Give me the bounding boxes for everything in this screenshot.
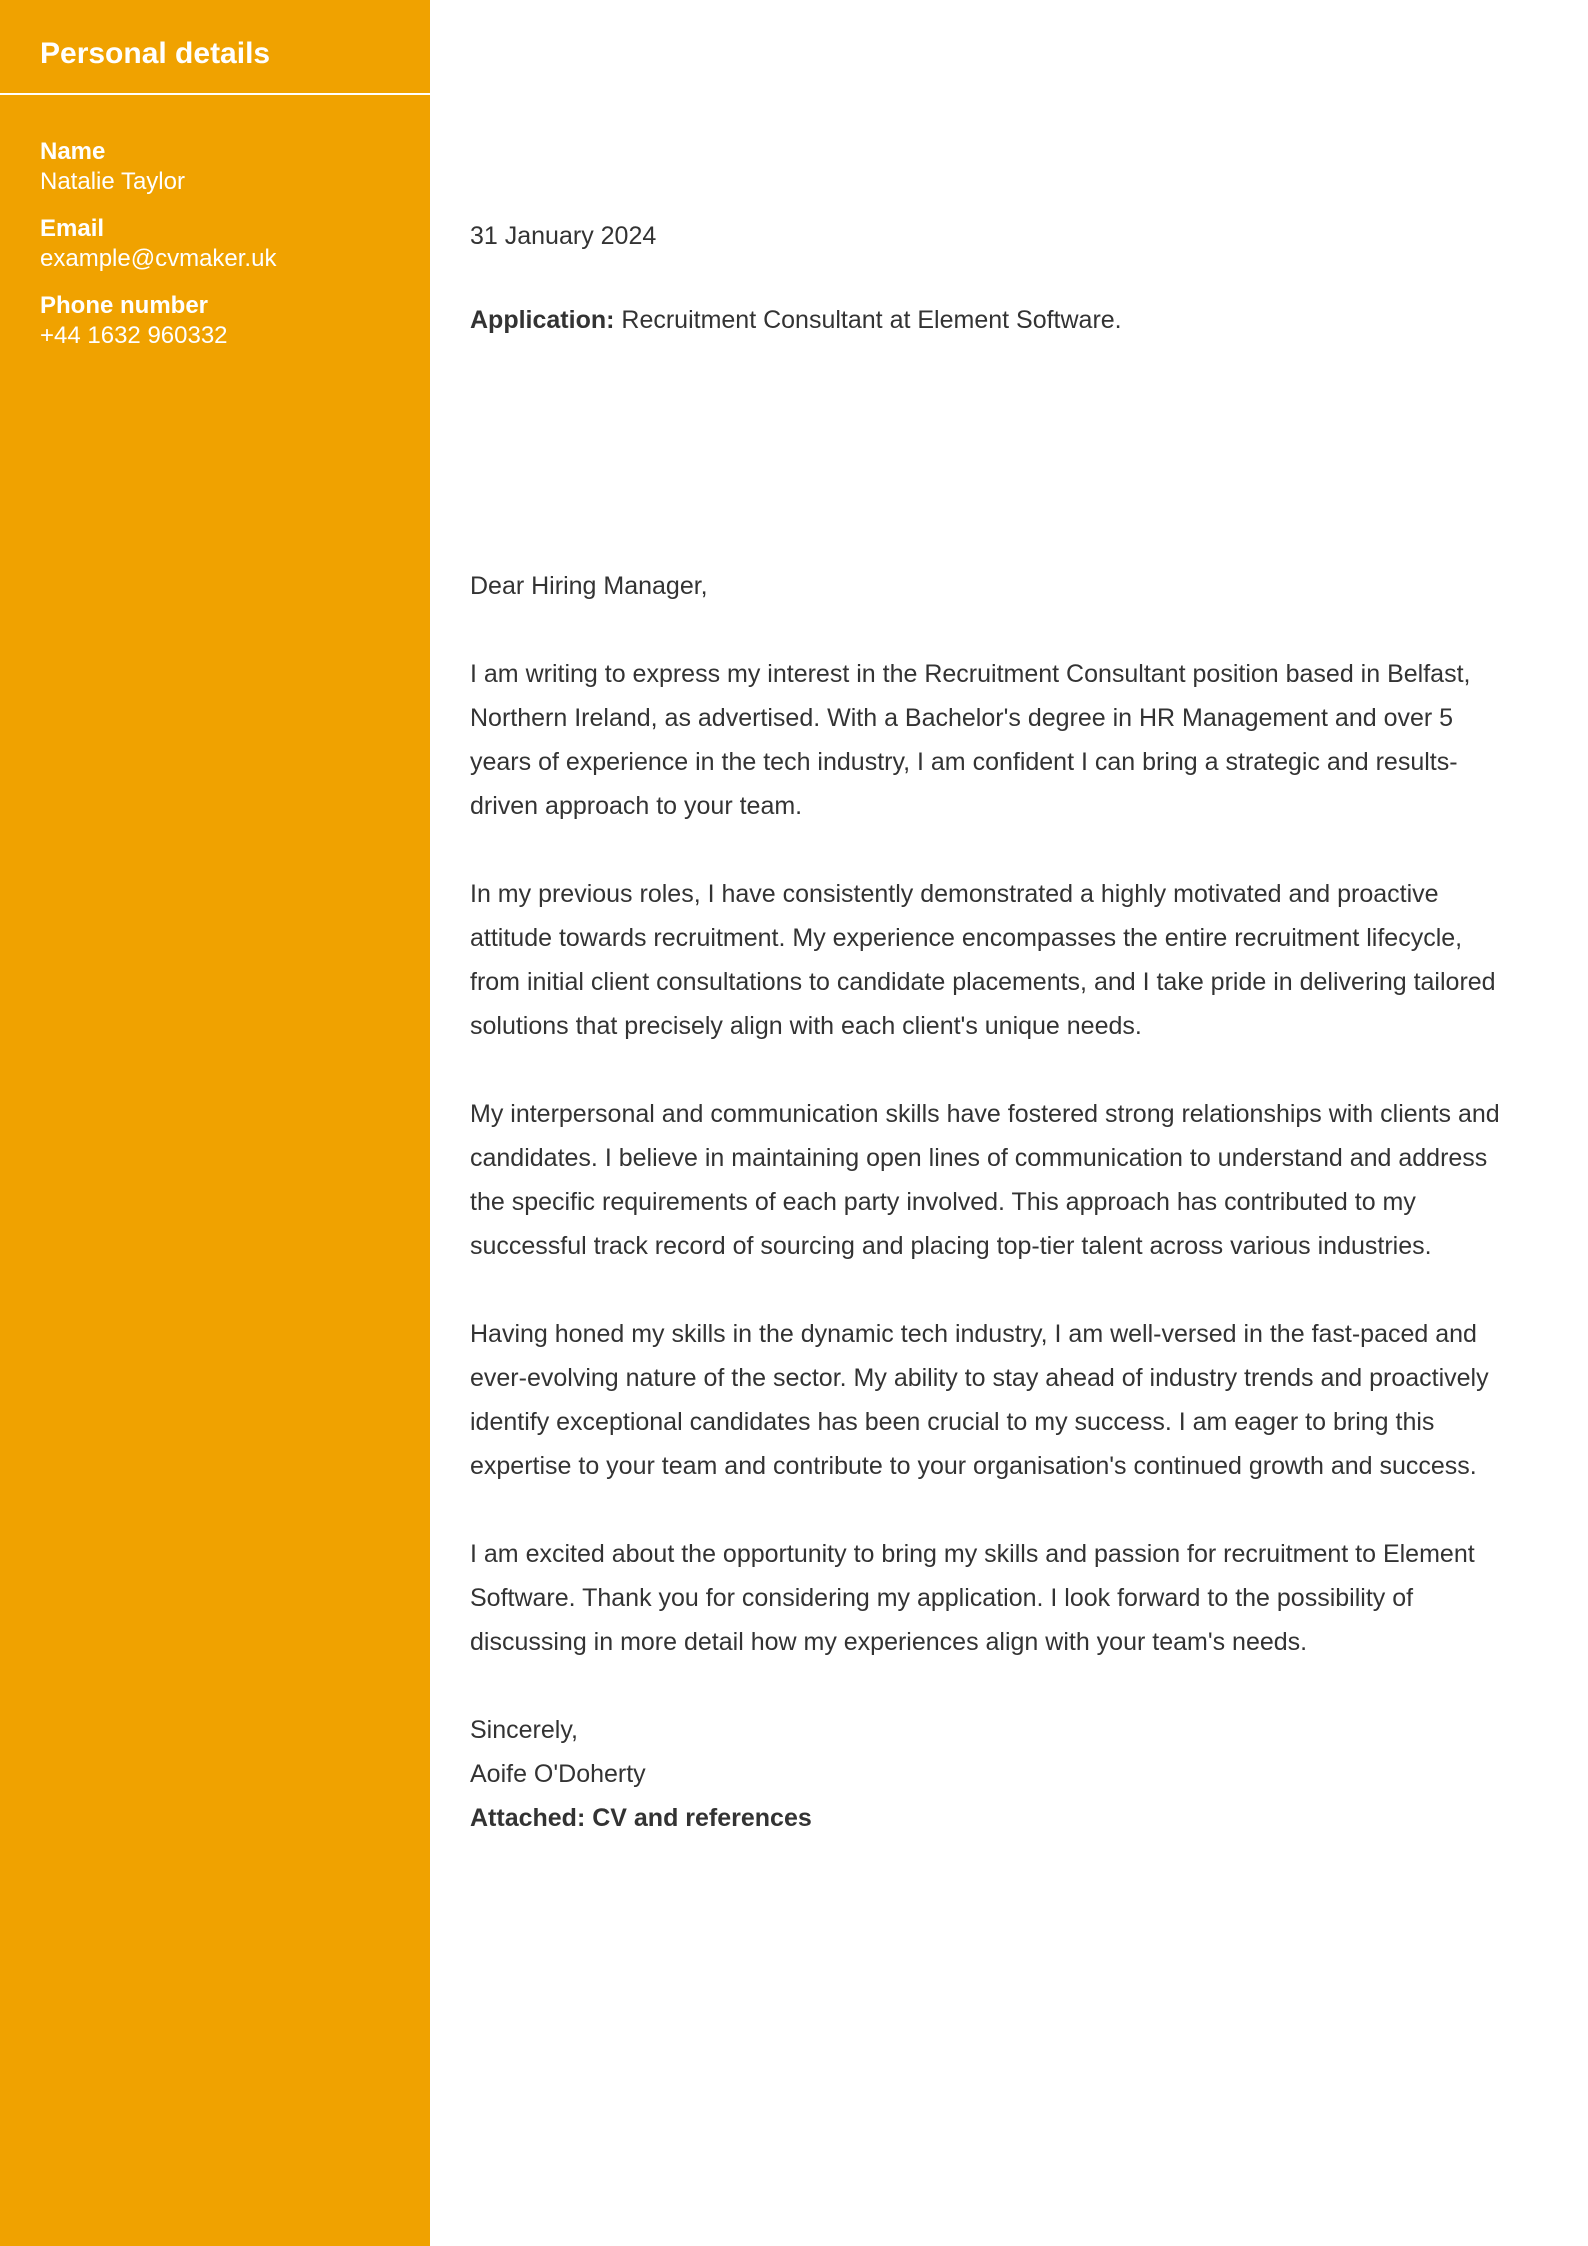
detail-label: Phone number — [40, 292, 209, 319]
sidebar-title: Personal details — [40, 37, 271, 70]
closing-phrase: Sincerely, — [470, 1716, 578, 1744]
salutation: Dear Hiring Manager, — [470, 572, 708, 600]
detail-value: Natalie Taylor — [40, 168, 185, 195]
body-paragraph: Having honed my skills in the dynamic tech industry, I am well-versed in the fast-paced and ever-evolving nature of the sector. My ability to stay ahead of industry trends and proactively identify exceptional candidates has been crucial to my success. I am eager to bring this expertise to your team and contribute to your organisation's continued growth and success. — [470, 1320, 1489, 1480]
attachments-note: Attached: CV and references — [470, 1804, 812, 1832]
application-line — [470, 304, 1122, 336]
letter-closing — [470, 1708, 1510, 1840]
letter-body — [470, 564, 1510, 1840]
application-label: Application: — [470, 306, 615, 334]
body-paragraph: I am writing to express my interest in the Recruitment Consultant position based in Belfast, Northern Ireland, as advertised. With a Bachelor's degree in HR Management and over 5 years of experience in the tech industry, I am confident I can bring a strategic and results-driven approach to your team. — [470, 660, 1471, 820]
letter-date: 31 January 2024 — [470, 222, 657, 250]
personal-details-sidebar — [0, 0, 430, 2246]
detail-phone — [40, 291, 410, 351]
body-paragraph: I am excited about the opportunity to bring my skills and passion for recruitment to Element Software. Thank you for considering my application. I look forward to the possibility of discussing in more detail how my experiences align with your team's needs. — [470, 1540, 1475, 1656]
body-paragraph: My interpersonal and communication skills have fostered strong relationships with clients and candidates. I believe in maintaining open lines of communication to understand and address the specific requirements of each party involved. This approach has contributed to my successful track record of sourcing and placing top-tier talent across various industries. — [470, 1100, 1500, 1260]
detail-value: +44 1632 960332 — [40, 322, 228, 349]
signature: Aoife O'Doherty — [470, 1760, 646, 1788]
body-paragraph: In my previous roles, I have consistently demonstrated a highly motivated and proactive attitude towards recruitment. My experience encompasses the entire recruitment lifecycle, from initial client consultations to candidate placements, and I take pride in delivering tailored solutions that precisely align with each client's unique needs. — [470, 880, 1496, 1040]
detail-email — [40, 214, 410, 274]
detail-label: Name — [40, 138, 106, 165]
sidebar-divider — [0, 93, 430, 95]
personal-details-list — [40, 137, 410, 368]
application-value: Recruitment Consultant at Element Software. — [621, 306, 1122, 334]
detail-value: example@cvmaker.uk — [40, 245, 277, 272]
detail-name — [40, 137, 410, 197]
detail-label: Email — [40, 215, 105, 242]
